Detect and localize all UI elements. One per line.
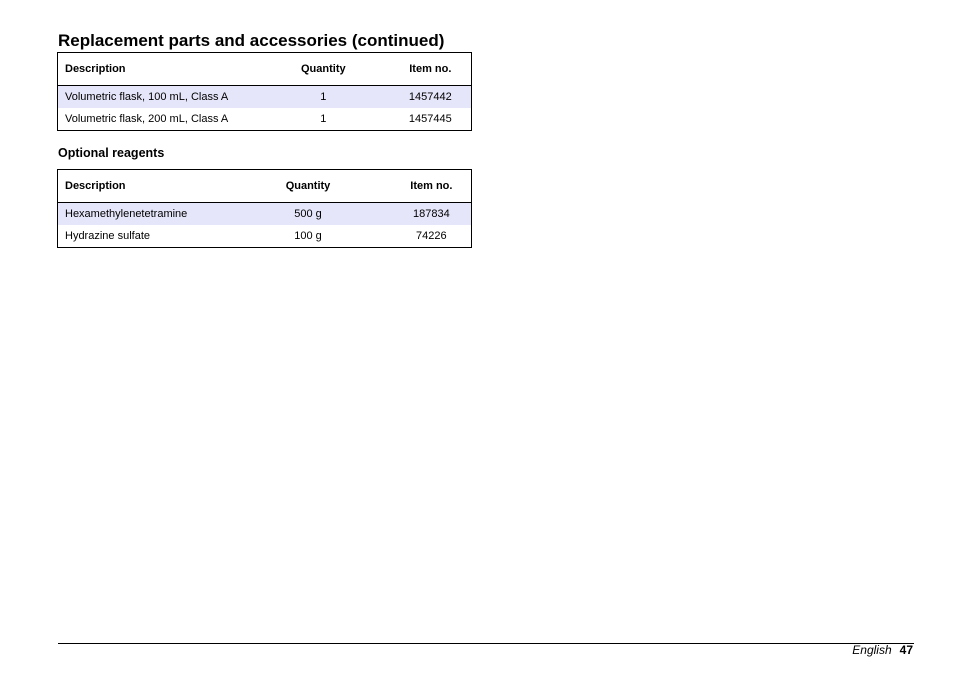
page-footer [852, 643, 913, 657]
table-row [58, 86, 472, 109]
quantity-cell: 1 [320, 113, 327, 125]
footer-divider [58, 643, 914, 644]
item-no-header: Item no. [390, 53, 472, 86]
description-cell: Hydrazine sulfate [65, 230, 150, 242]
quantity-header: Quantity [257, 53, 390, 86]
table-header-row [58, 170, 472, 203]
replacement-parts-table [57, 52, 472, 131]
section-subheading: Optional reagents [58, 146, 165, 160]
description-cell: Hexamethylenetetramine [58, 203, 225, 226]
item-no-cell: 187834 [392, 203, 472, 226]
optional-reagents-table [57, 169, 472, 248]
description-cell: Volumetric flask, 100 mL, Class A [58, 86, 257, 109]
table-row [58, 108, 472, 131]
quantity-cell: 1 [257, 86, 390, 109]
quantity-header: Quantity [224, 170, 391, 203]
footer-language: English [852, 643, 892, 657]
description-header: Description [58, 53, 257, 86]
table-header-row [58, 53, 472, 86]
table-row [58, 225, 472, 248]
quantity-cell: 100 g [294, 230, 322, 242]
description-cell: Volumetric flask, 200 mL, Class A [65, 113, 229, 125]
item-no-cell: 1457445 [408, 113, 452, 125]
item-no-cell: 1457442 [390, 86, 472, 109]
quantity-cell: 500 g [224, 203, 391, 226]
item-no-header: Item no. [392, 170, 472, 203]
page-number: 47 [899, 643, 913, 657]
table-row [58, 203, 472, 226]
page-title: Replacement parts and accessories (continued) [58, 31, 445, 50]
description-header: Description [58, 170, 225, 203]
item-no-cell: 74226 [416, 230, 447, 242]
